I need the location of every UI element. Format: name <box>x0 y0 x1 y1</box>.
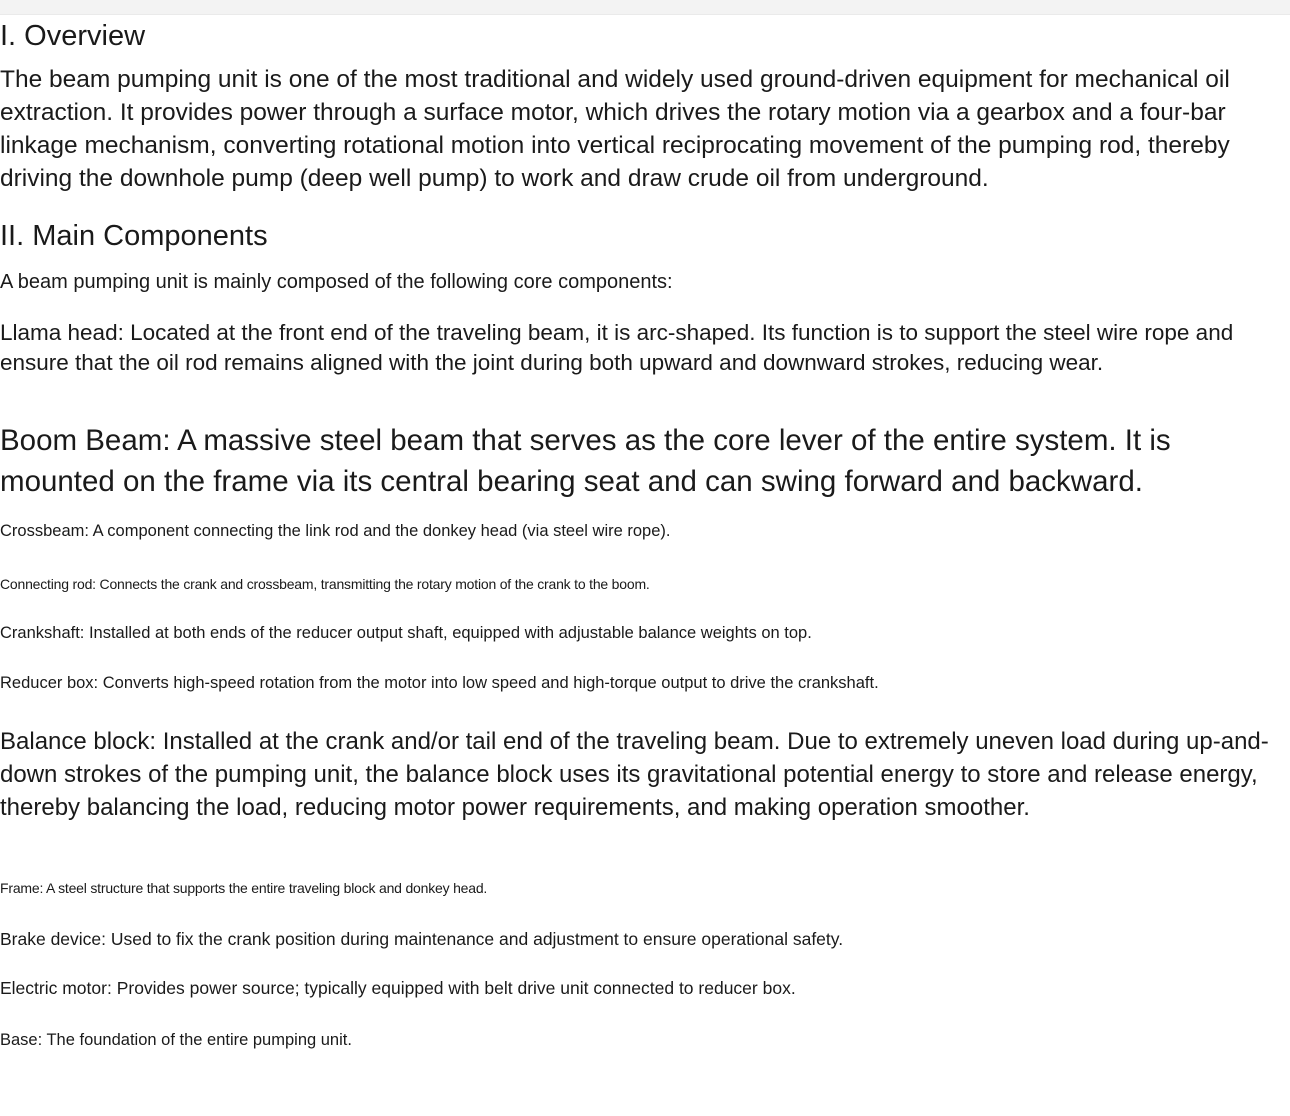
top-toolbar-strip <box>0 0 1290 15</box>
section-heading-main-components: II. Main Components <box>0 220 268 252</box>
component-llama-head: Llama head: Located at the front end of the traveling beam, it is arc-shaped. Its function is to support the steel wire rope and ensure that the oil rod remains aligned with the joint during both upward and downward strokes, reducing wear. <box>0 320 1234 375</box>
component-crossbeam: Crossbeam: A component connecting the link rod and the donkey head (via steel wire rope). <box>0 522 671 540</box>
component-crankshaft: Crankshaft: Installed at both ends of the reducer output shaft, equipped with adjustable balance weights on top. <box>0 624 812 642</box>
component-brake-device: Brake device: Used to fix the crank position during maintenance and adjustment to ensure operational safety. <box>0 929 844 949</box>
component-connecting-rod: Connecting rod: Connects the crank and crossbeam, transmitting the rotary motion of the crank to the boom. <box>0 576 650 592</box>
component-boom-beam: Boom Beam: A massive steel beam that serves as the core lever of the entire system. It is mounted on the frame via its central bearing seat and can swing forward and backward. <box>0 424 1171 498</box>
section-heading-overview: I. Overview <box>0 20 146 52</box>
overview-paragraph: The beam pumping unit is one of the most traditional and widely used ground-driven equipment for mechanical oil extraction. It provides power through a surface motor, which drives the rotary motion via a gearbox and a four-bar linkage mechanism, converting rotational motion into vertical reciprocating movement of the pumping rod, thereby driving the downhole pump (deep well pump) to work and draw crude oil from underground. <box>0 66 1230 192</box>
component-reducer-box: Reducer box: Converts high-speed rotation from the motor into low speed and high-torque output to drive the crankshaft. <box>0 674 879 692</box>
component-electric-motor: Electric motor: Provides power source; typically equipped with belt drive unit connected to reducer box. <box>0 978 796 998</box>
component-balance-block: Balance block: Installed at the crank and/or tail end of the traveling beam. Due to extremely uneven load during up-and-down strokes of the pumping unit, the balance block uses its gravitational potential energy to store and release energy, thereby balancing the load, reducing motor power requirements, and making operation smoother. <box>0 728 1269 821</box>
components-intro: A beam pumping unit is mainly composed of the following core components: <box>0 271 673 293</box>
component-frame: Frame: A steel structure that supports the entire traveling block and donkey head. <box>0 880 488 896</box>
component-base: Base: The foundation of the entire pumping unit. <box>0 1031 352 1049</box>
